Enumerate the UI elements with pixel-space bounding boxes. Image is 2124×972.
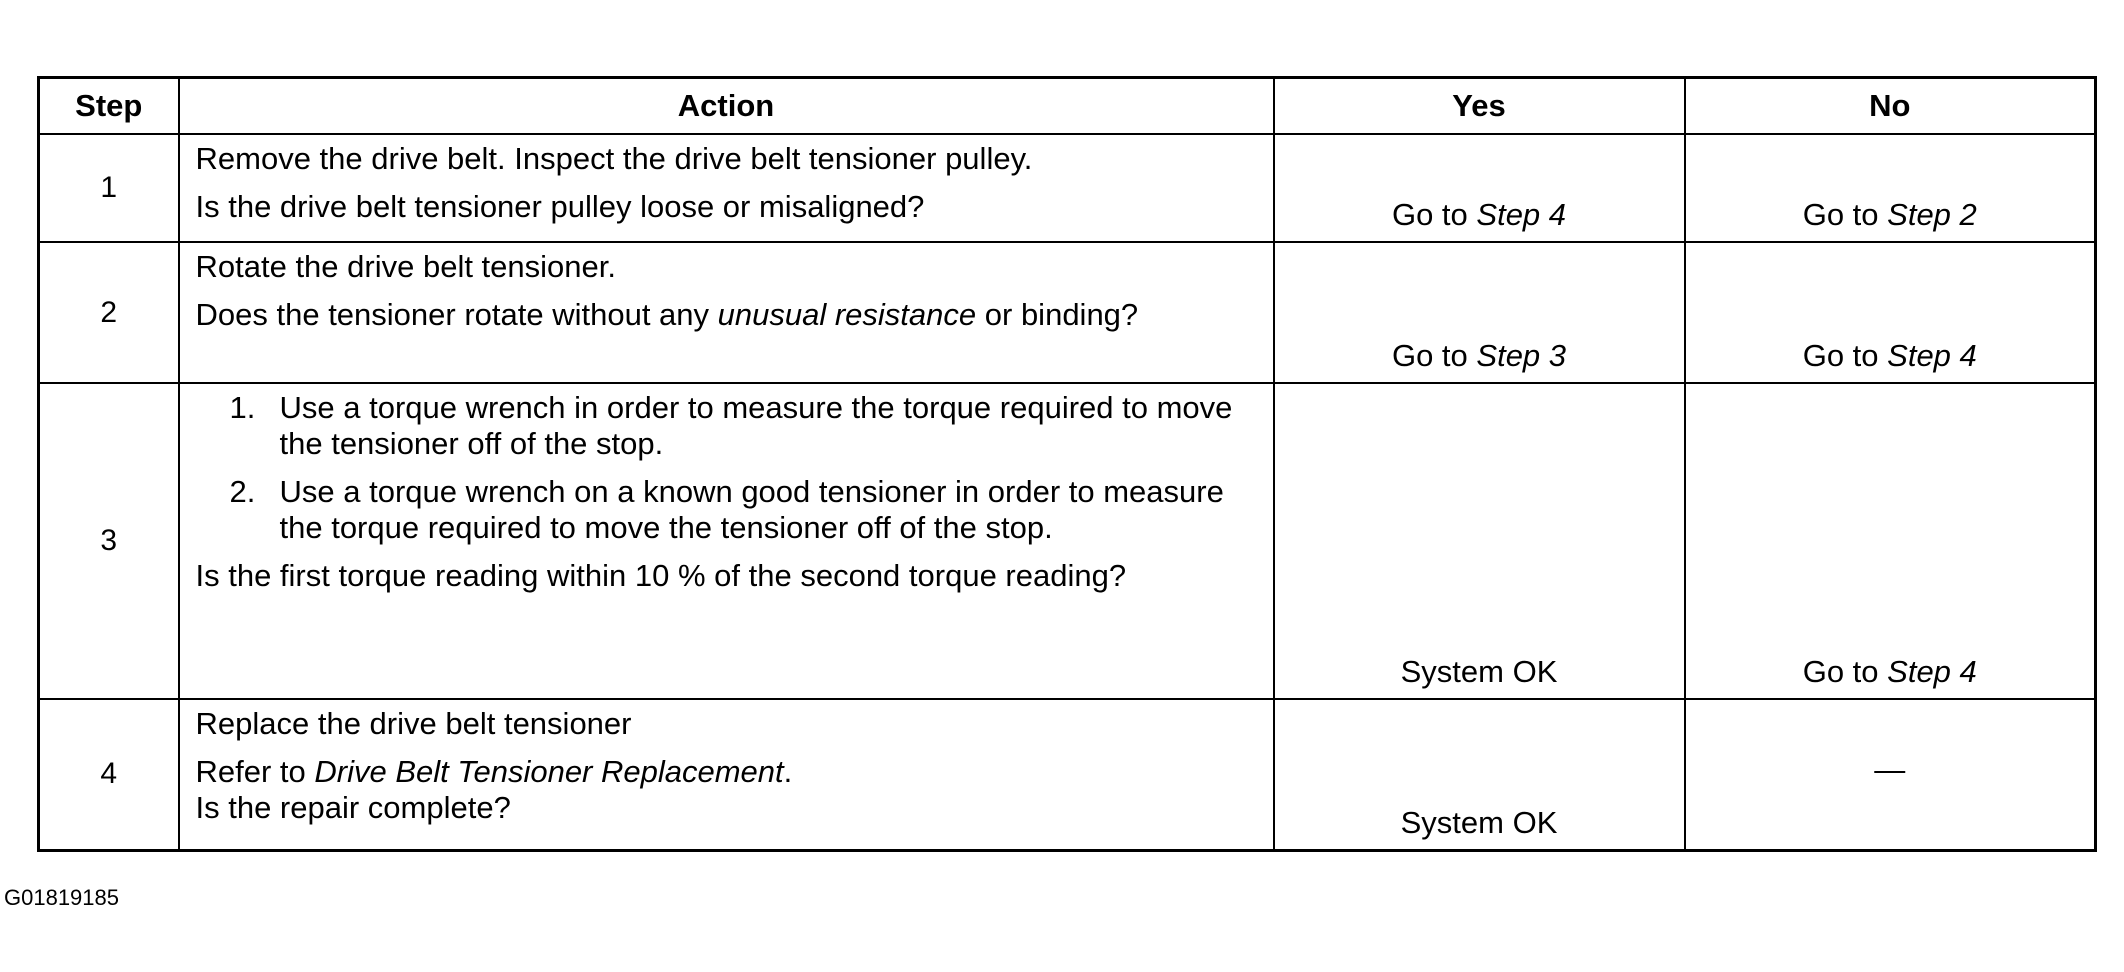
action-cell <box>179 383 1274 699</box>
no-cell: — <box>1685 699 2096 850</box>
procedure-list <box>196 390 1259 546</box>
step-number: 2 <box>39 242 179 383</box>
list-item-number: 2. <box>229 474 256 509</box>
action-instruction: Remove the drive belt. Inspect the drive belt tensioner pulley. <box>195 141 1033 176</box>
yes-cell: System OK <box>1274 383 1685 699</box>
yes-cell: System OK <box>1274 699 1685 850</box>
question-text: Does the tensioner rotate without any <box>195 297 718 332</box>
no-cell <box>1685 134 2096 242</box>
header-yes: Yes <box>1274 78 1685 135</box>
table-row <box>39 383 2096 699</box>
action-question: Is the first torque reading within 10 % of the second torque reading? <box>195 558 1127 593</box>
no-prefix: Go to <box>1802 654 1888 689</box>
list-item-number: 1. <box>229 390 256 425</box>
action-instruction: Replace the drive belt tensioner <box>195 706 632 741</box>
question-text: or binding? <box>976 297 1139 332</box>
figure-id: G01819185 <box>4 885 119 910</box>
table-header-row <box>39 78 2096 135</box>
no-prefix: Go to <box>1802 197 1888 232</box>
yes-prefix: Go to <box>1391 338 1477 373</box>
header-no: No <box>1685 78 2096 135</box>
action-question: Is the repair complete? <box>195 790 511 825</box>
action-cell <box>179 699 1274 850</box>
no-cell <box>1685 242 2096 383</box>
reference-suffix: . <box>783 754 793 789</box>
step-number: 4 <box>39 699 179 850</box>
no-step-ref: Step 4 <box>1887 338 1977 373</box>
header-action: Action <box>179 78 1274 135</box>
yes-cell <box>1274 134 1685 242</box>
reference-title: Drive Belt Tensioner Replacement <box>314 754 784 789</box>
list-item-text: Use a torque wrench on a known good tensioner in order to measure the torque required to move the tensioner off of the stop. <box>279 474 1224 545</box>
list-item <box>196 474 1259 546</box>
yes-cell <box>1274 242 1685 383</box>
list-item-text: Use a torque wrench in order to measure the torque required to move the tensioner off of the stop. <box>279 390 1233 461</box>
yes-step-ref: Step 3 <box>1476 338 1567 373</box>
action-cell <box>179 134 1274 242</box>
table-row <box>39 242 2096 383</box>
yes-step-ref: Step 4 <box>1476 197 1567 232</box>
action-instruction: Rotate the drive belt tensioner. <box>195 249 616 284</box>
action-question <box>196 297 1259 333</box>
list-item <box>196 390 1259 462</box>
no-cell <box>1685 383 2096 699</box>
reference-prefix: Refer to <box>195 754 315 789</box>
table-row <box>39 134 2096 242</box>
table-row <box>39 699 2096 850</box>
yes-prefix: Go to <box>1391 197 1477 232</box>
action-reference <box>196 754 1259 790</box>
action-cell <box>179 242 1274 383</box>
diagnostic-table <box>37 76 2097 852</box>
no-step-ref: Step 2 <box>1887 197 1977 232</box>
question-emphasis: unusual resistance <box>717 297 977 332</box>
step-number: 3 <box>39 383 179 699</box>
step-number: 1 <box>39 134 179 242</box>
no-prefix: Go to <box>1802 338 1888 373</box>
action-question: Is the drive belt tensioner pulley loose or misaligned? <box>195 189 925 224</box>
no-step-ref: Step 4 <box>1887 654 1977 689</box>
header-step: Step <box>39 78 179 135</box>
